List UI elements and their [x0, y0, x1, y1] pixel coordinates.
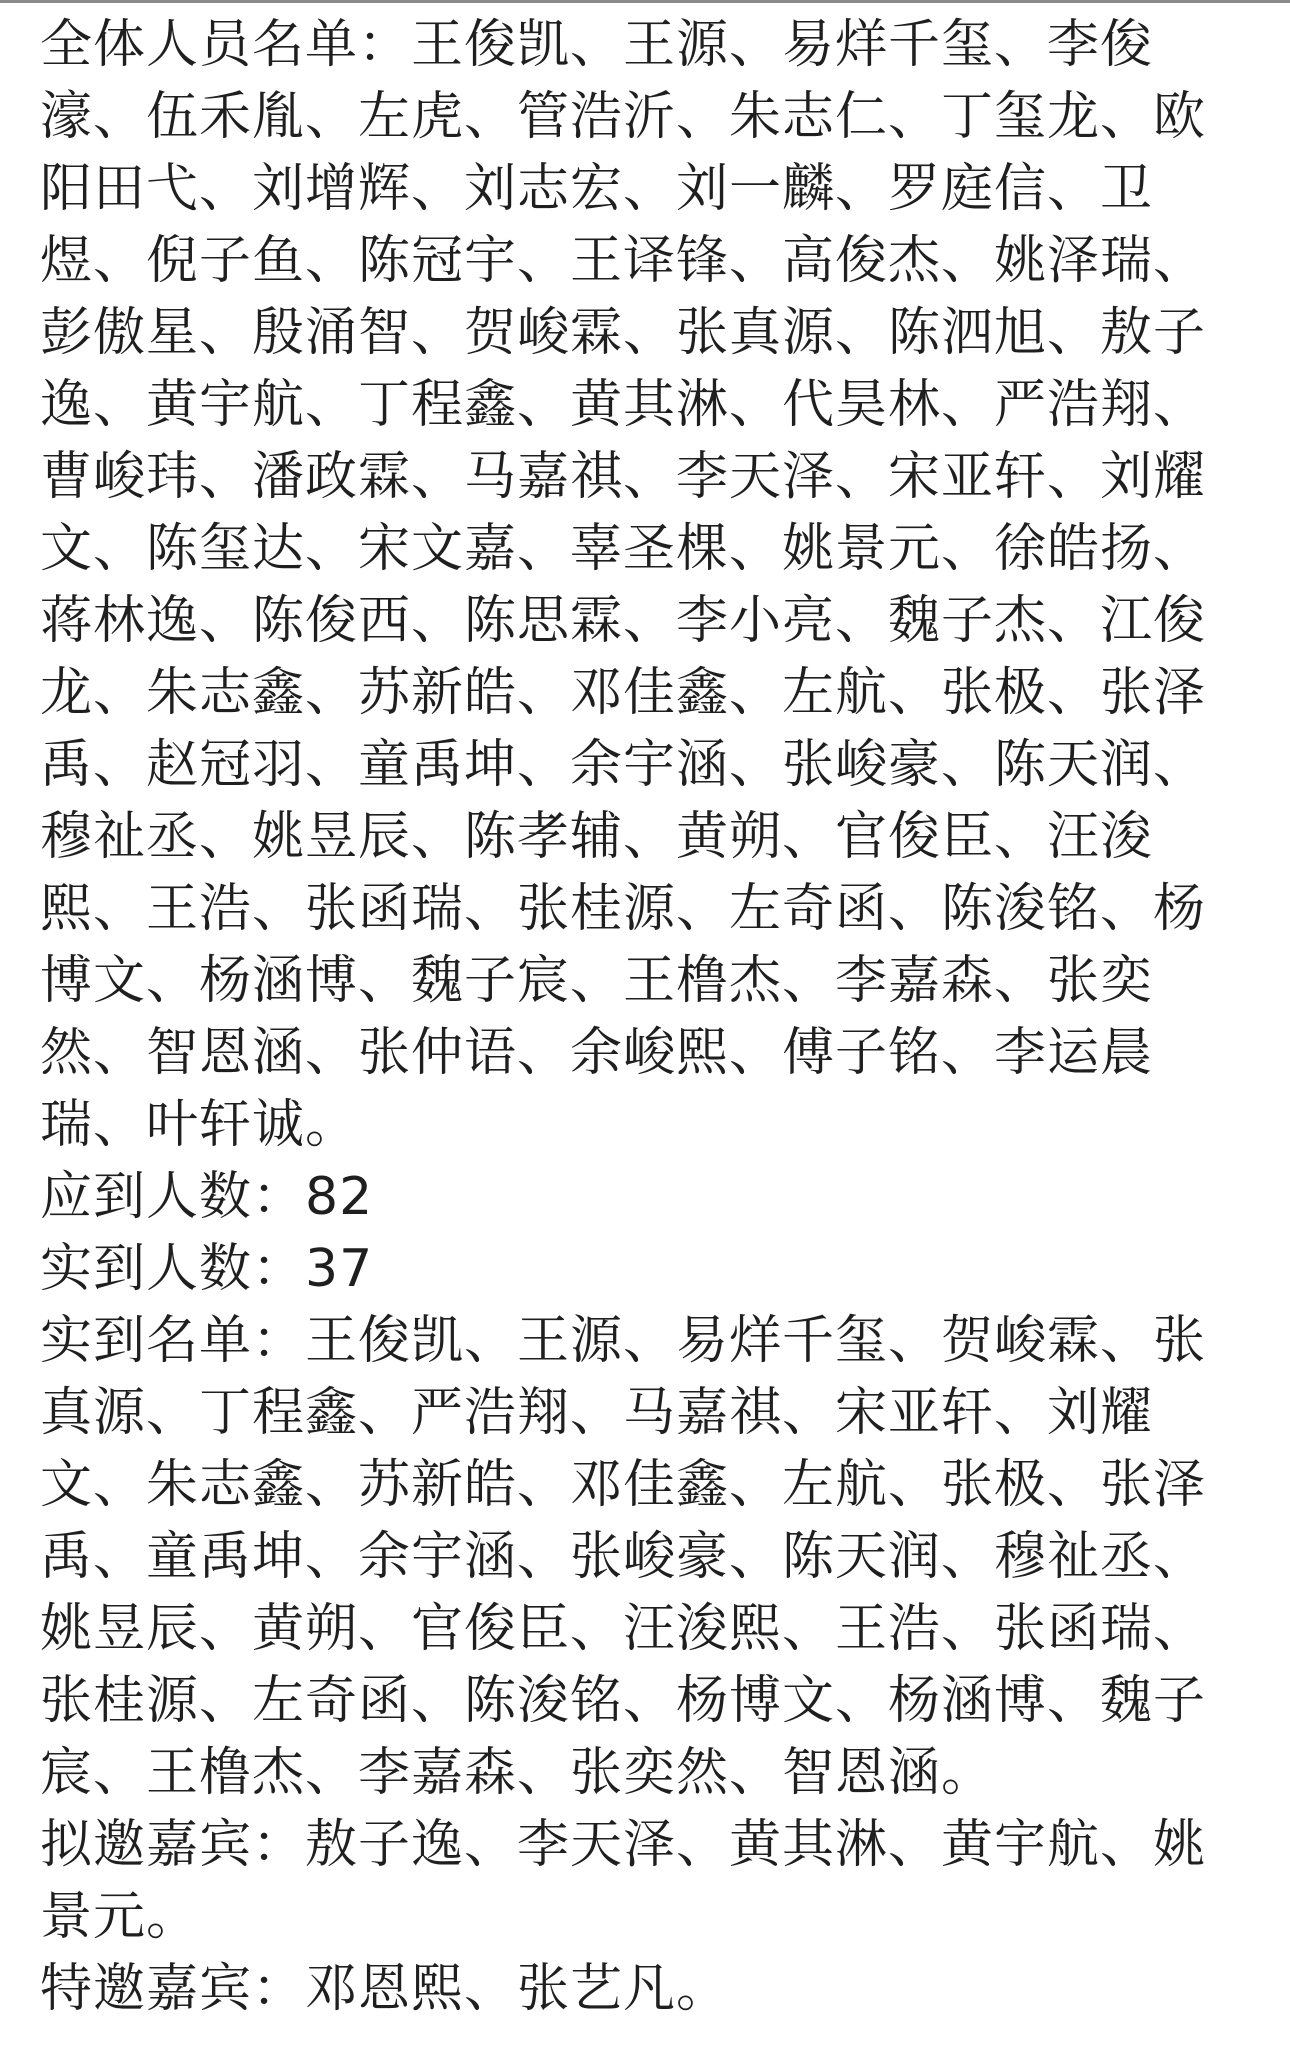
all-members-list: 王俊凯、王源、易烊千玺、李俊濠、伍禾胤、左虎、管浩沂、朱志仁、丁玺龙、欧阳田弋、刘增辉、刘志宏、刘一麟、罗庭信、卫煜、倪子鱼、陈冠宇、王译锋、高俊杰、姚泽瑞、彭傲星、殷涌智、贺峻霖、张真源、陈泗旭、敖子逸、黄宇航、丁程鑫、黄其淋、代昊林、严浩翔、曹峻玮、潘政霖、马嘉祺、李天泽、宋亚轩、刘耀文、陈玺达、宋文嘉、辜圣棵、姚景元、徐皓扬、蒋林逸、陈俊西、陈思霖、李小亮、魏子杰、江俊龙、朱志鑫、苏新皓、邓佳鑫、左航、张极、张泽禹、赵冠羽、童禹坤、余宇涵、张峻豪、陈天润、穆祉丞、姚昱辰、陈孝辅、黄朔、官俊臣、汪浚熙、王浩、张函瑞、张桂源、左奇函、陈浚铭、杨博文、杨涵博、魏子宸、王橹杰、李嘉森、张奕然、智恩涵、张仲语、余峻熙、傅子铭、李运晨瑞、叶轩诚。 — [40, 15, 1207, 1155]
special-guests-paragraph — [40, 1953, 1230, 2025]
invited-guests-label: 拟邀嘉宾： — [40, 1815, 306, 1875]
invited-guests-paragraph — [40, 1809, 1230, 1953]
special-guests-label: 特邀嘉宾： — [40, 1959, 306, 2019]
document-content — [40, 9, 1230, 2025]
attendees-label: 实到名单： — [40, 1311, 306, 1371]
all-members-label: 全体人员名单： — [40, 15, 412, 75]
expected-count-label: 应到人数： — [40, 1167, 306, 1227]
attendees-paragraph — [40, 1305, 1230, 1809]
actual-count-label: 实到人数： — [40, 1239, 306, 1299]
special-guests-list: 邓恩熙、张艺凡。 — [305, 1959, 730, 2019]
actual-count-paragraph — [40, 1233, 1230, 1305]
all-members-paragraph — [40, 9, 1230, 1161]
actual-count-value: 37 — [305, 1239, 374, 1299]
expected-count-paragraph — [40, 1161, 1230, 1233]
invited-guests-list: 敖子逸、李天泽、黄其淋、黄宇航、姚景元。 — [40, 1815, 1207, 1947]
expected-count-value: 82 — [305, 1167, 374, 1227]
attendees-list: 王俊凯、王源、易烊千玺、贺峻霖、张真源、丁程鑫、严浩翔、马嘉祺、宋亚轩、刘耀文、朱志鑫、苏新皓、邓佳鑫、左航、张极、张泽禹、童禹坤、余宇涵、张峻豪、陈天润、穆祉丞、姚昱辰、黄朔、官俊臣、汪浚熙、王浩、张函瑞、张桂源、左奇函、陈浚铭、杨博文、杨涵博、魏子宸、王橹杰、李嘉森、张奕然、智恩涵。 — [40, 1311, 1207, 1803]
